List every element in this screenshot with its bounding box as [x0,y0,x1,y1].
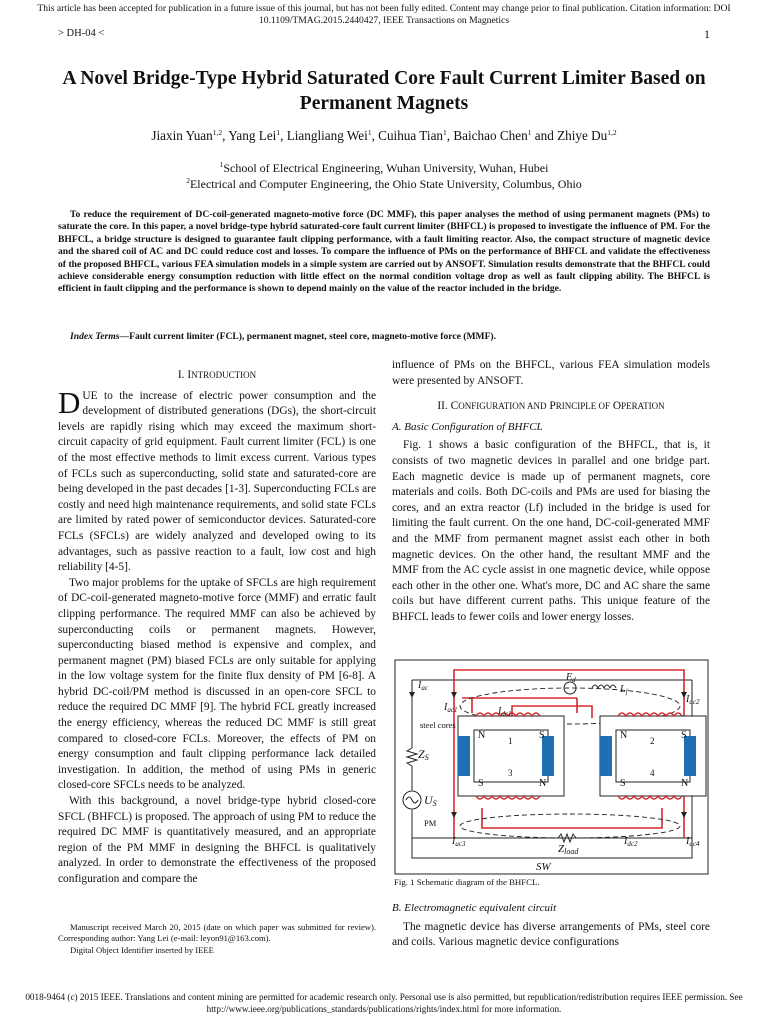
page-number: 1 [704,27,710,41]
left-column [58,362,376,888]
label-zload: Zload [558,843,579,856]
paragraph: influence of PMs on the BHFCL, various FEA simulation models were presented by ANSOFT. [392,359,710,387]
figure-schematic [392,658,712,876]
right-column-continued [392,897,710,951]
zs-impedance [407,748,417,766]
coil-number: 1 [508,736,513,746]
paragraph: With this background, a novel bridge-type hybrid closed-core SFCL (BHFCL) is proposed. The approach of using PM to reduce the required DC MMF is quantitatively measured, and an appropriate region of the PM MMF in designing the BHFCL is qualitatively analyzed. In order to demonstrate the effectiveness of the proposed configuration and compare the [58,795,376,885]
label-zs: ZS [418,747,429,762]
magnetic-device-2 [600,713,706,799]
author: Zhiye Du$^{1,2}$ [557,128,617,143]
affiliations [40,160,728,192]
pole-label: N [620,730,628,741]
paper-title: A Novel Bridge-Type Hybrid Saturated Core Fault Current Limiter Based on Permanent Magnets [62,68,706,114]
label-us: US [424,793,437,808]
author: Baichao Chen$^1$ and [453,128,558,143]
subsection-heading: B. Electromagnetic equivalent circuit [392,902,557,914]
label-iac3: $I_{ac3}$ [452,836,466,848]
pole-label: S [620,778,626,789]
paragraph: Two major problems for the uptake of SFCLs are high requirement of DC-coil-generated magneto-motive force (MMF) and erratic fault clipping performance. The required MMF can also be achieved by superconducting coils or permanent magnets. However, superconducting biased method is expensive and complex, and permanent magnet (PM) biased FCLs are only suitable for applying in the low voltage system for the finite flux density of PM [6-8]. A hybrid DC-coil/PM method is discussed in an open-core SFCL to reduce the required DC MMF [9]. The hybrid FCL greatly increased the energy efficiency, whereas the reduced DC MMF is still great compared to closed-core FCLs. Moreover, the effects of PM on energy consumption and fault clipping performance lack detailed investigation. In addition, the method of using PMs in generic closed-core SFCLs needs to be analyzed. [58,576,376,792]
label-pm: PM [424,818,437,828]
paragraph: DUE to the increase of electric power consumption and the development of distributed generations (DGs), the short-circuit levels are rapidly rising which may exceed the maximum short-circuit capacity of grid equipment. Fault current limiter (FCL) is one of the most effective methods to limit excess current. Various types of FCLs such as superconducting, solid state and saturated-core are being developed in the past decades [1-3]. Superconducting FCLs are costly and need high maintenance requirements, and solid state FCLs are limited by rated power of semiconductor devices. Saturated-core FCLs (SFCLs) are widely analyzed and developed owing to its advantages, such as passive reaction to a fault, low cost and high reliability [4-5]. [58,384,376,574]
current-loop-bottom [460,814,680,838]
label-ed: $E_d$ [566,672,576,684]
author-list [40,128,728,144]
label-steel-cores: steel cores [420,720,456,730]
section-heading: II. CONFIGURATION AND PRINCIPLE OF OPERATION [437,400,665,413]
magnetic-device-1 [458,713,564,799]
label-sw: SW [536,861,551,873]
pole-label: S [478,778,484,789]
publication-notice: This article has been accepted for publication in a future issue of this journal, but has not been fully edited. Content may change prior to final publication. Citation information: DOI 10.1109/TMAG.2015.2440427, IEEE Transactions on Magnetics [37,3,731,26]
abstract: To reduce the requirement of DC-coil-generated magneto-motive force (DC MMF), this paper analyses the method of using permanent magnets (PMs) to saturate the core. In this paper, a novel bridge-type hybrid saturated-core fault current limiter (BHFCL) is proposed to investigate the influence of PM. For the BHFCL, a bridge structure is designed to guarantee fault clipping performance, with a fault limiting reactor. Also, the compact structure of magnetic device and the shared coil of AC and DC could reduce cost and losses. To compare the influence of PMs on the performance of BHFCL and validate the effectiveness of the proposed BHFCL, various FEA simulation models in a simple system are carried out by ANSOFT. Simulation results demonstrate that the BHFCL could achieve considerable energy consumption reduction with little effect on the normal condition voltage drop as well as fault clipping ability. The BHFCL is efficient in fault clipping and the performance is shown to depend mainly on the value of the reactor included in the bridge. [58,209,710,295]
label-iac4: $I_{ac4}$ [686,836,700,848]
label-iac1: $I_{ac1}$ [444,702,458,714]
author: Jiaxin Yuan$^{1,2}$, [151,128,229,143]
coil-number: 3 [508,768,513,778]
schematic-svg [392,658,712,876]
drop-cap: D [58,384,81,420]
pole-label: N [539,778,547,789]
pole-label: N [478,730,486,741]
affiliation: $^2$Electrical and Computer Engineering, the Ohio State University, Columbus, Ohio [186,176,582,191]
affiliation: $^1$School of Electrical Engineering, Wuhan University, Wuhan, Hubei [219,160,549,175]
subsection-heading: A. Basic Configuration of BHFCL [392,420,543,433]
author: Yang Lei$^1$, [228,128,287,143]
pole-label: S [539,730,545,741]
running-header: > DH-04 < [58,28,105,39]
coil-number: 2 [650,736,655,746]
author: Cuihua Tian$^1$, [378,128,454,143]
figure-caption: Fig. 1 Schematic diagram of the BHFCL. [394,877,540,887]
label-iac: $I_{ac}$ [418,680,428,692]
pole-label: N [681,778,689,789]
index-terms: Index Terms—Fault current limiter (FCL), permanent magnet, steel core, magneto-motive force (MMF). [70,331,497,342]
footnote [58,922,376,956]
paragraph: Fig. 1 shows a basic configuration of the BHFCL, that is, it consists of two magnetic devices in parallel and one bridge part. Each magnetic device is made up of permanent magnets, core materials and coils. Both DC-coils and PMs are used for biasing the cores, and an extra reactor (Lf) included in the bridge is used for limiting the fault current. On the one hand, DC-coil-generated MMF and the MMF from permanent magnet assist each other in both magnetic devices. On the other hand, the resultant MMF and the MMF from the AC cycle assist in one magnetic device, while oppose each other in the other one. What's more, DC and AC share the same coils but have different current paths. This unique feature of the BHFCL leads to fewer coils and lower energy losses. [392,439,710,623]
lf-reactor [592,685,616,688]
copyright-notice: 0018-9464 (c) 2015 IEEE. Translations and content mining are permitted for academic research only. Personal use is also permitted, but republication/redistribution requires IEEE permission. See http://www.ieee.org/publications_standards/publications/rights/index.html for more information. [25,992,743,1014]
section-heading: I. INTRODUCTION [177,369,257,381]
label-iac2: $I_{ac2}$ [686,694,700,706]
label-idc1: $I_{dc1}$ [498,706,512,718]
right-column [392,358,710,626]
footnote-text: Digital Object Identifier inserted by IEEE [70,944,214,955]
author: Liangliang Wei$^1$, [286,128,379,143]
coil-number: 4 [650,768,655,778]
label-idc2: $I_{dc2}$ [624,836,638,848]
paragraph: The magnetic device has diverse arrangements of PMs, steel core and coils. Various magnetic device configurations [392,920,710,949]
label-lf: $L_f$ [620,684,628,696]
footnote-text: Manuscript received March 20, 2015 (date on which paper was submitted for review). Corresponding author: Yang Lei (e-mail: leyon91@163.com). [58,922,376,944]
pole-label: S [681,730,687,741]
